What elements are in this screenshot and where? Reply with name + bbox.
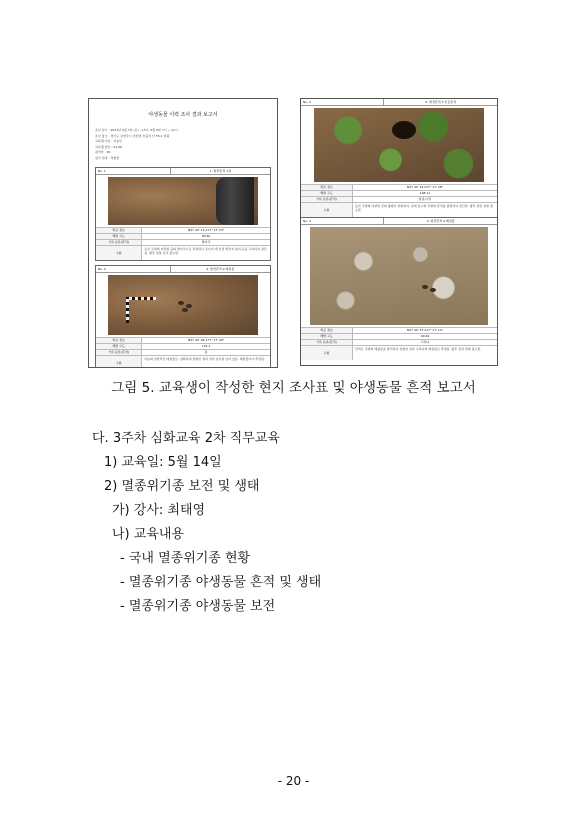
row-key: 좌표 정보 xyxy=(301,328,353,333)
list-item: 나) 교육내용 xyxy=(112,527,184,542)
sheet-number: No. 3 xyxy=(301,99,384,105)
sheet-row xyxy=(301,190,497,196)
row-key: 좌표 정보 xyxy=(301,185,353,190)
row-key: 좌표 정보 xyxy=(96,228,142,233)
sheet-row xyxy=(301,196,497,202)
sheet-remark xyxy=(301,202,497,217)
trace-sheet-1 xyxy=(95,167,271,261)
row-value: 108.11 xyxy=(419,191,431,195)
list-item: 2) 멸종위기종 보전 및 생태 xyxy=(104,479,260,494)
meta-line: 조사 일시 : 2023년 5월 7일 (토) - 13시, 5월 8일 7시 ~ 11시 xyxy=(95,128,178,132)
row-key: 기록 분류(흔적) xyxy=(96,350,142,355)
bullet-item: - 국내 멸종위기종 현황 xyxy=(120,551,251,566)
sheet-row xyxy=(96,349,270,355)
row-key: 기록 분류(흔적) xyxy=(301,197,353,202)
sheet-row xyxy=(96,343,270,349)
figure-caption: 그림 5. 교육생이 작성한 현지 조사표 및 야생동물 흔적 보고서 xyxy=(111,380,476,396)
remark-text: 등산 주변의 다양한 굴의 형태가 관찰되어, 굴의 입구와 주변의 흔적을 종합하여 판단함. 향후 정밀 관찰 필요함. xyxy=(354,204,493,212)
dropping xyxy=(186,304,192,308)
sheet-header xyxy=(301,99,497,106)
report-meta xyxy=(95,128,271,161)
sheet-caption: 2. 발견흔적 2 배설물 xyxy=(206,267,235,271)
sheet-row xyxy=(301,339,497,345)
droppings-photo xyxy=(108,275,258,335)
sheet-row xyxy=(96,239,270,245)
row-value: N37 40' 12.217" 17' 23" xyxy=(188,228,225,232)
left-report-image xyxy=(88,98,278,368)
sheet-row xyxy=(301,184,497,190)
sheet-remark xyxy=(301,345,497,360)
footprint-photo xyxy=(108,177,258,225)
meta-line: 교육생 이름 : 이승민 xyxy=(95,139,123,143)
row-value: 똥 xyxy=(204,350,208,354)
report-title: 야생동물 이력 조사 결과 보고서 xyxy=(148,112,218,118)
dropping xyxy=(430,288,436,292)
meta-line: 교육생 번호 : 01-08 xyxy=(95,144,123,149)
remark-key: 고찰 xyxy=(301,203,353,217)
row-value: 발자국 xyxy=(201,240,211,244)
row-key: 해발 고도 xyxy=(301,191,353,196)
row-key: 기록 분류(흔적) xyxy=(96,240,142,245)
row-key: 좌표 정보 xyxy=(96,338,142,343)
scale-bar xyxy=(126,297,129,323)
sheet-header xyxy=(96,168,270,175)
row-value: N37 40' 27.217" 17' 14" xyxy=(406,328,444,332)
row-key: 해발 고도 xyxy=(96,234,142,239)
list-item: 1) 교육일: 5월 14일 xyxy=(104,455,222,470)
meta-line: 평가자 : 00 xyxy=(95,150,111,154)
row-value: 고라니 xyxy=(420,340,430,344)
row-value: 99.69 xyxy=(420,334,430,338)
row-value: 101.1 xyxy=(201,344,211,348)
meta-line: 조사 장소 : 경기도 남양주시 조안면 진중리 산 55-1 일원 xyxy=(95,133,170,138)
sheet-number: No. 2 xyxy=(96,266,171,272)
ground-droppings-photo xyxy=(310,227,488,325)
trace-sheet-3 xyxy=(301,99,497,218)
row-value: 땅굴/구멍 xyxy=(418,197,432,201)
sheet-number: No. 4 xyxy=(301,218,384,224)
sheet-caption: 3. 발견흔적 3 인공흔적 xyxy=(425,100,457,104)
remark-text: 하늘의 일반적인 배설물로, 정확하게 관찰한 결과 일부 섬유질 남아 있음. 배설물이다 추정됨. xyxy=(144,357,265,361)
dropping xyxy=(422,285,428,289)
glove-hand xyxy=(216,177,254,225)
bullet-item: - 멸종위기종 야생동물 보전 xyxy=(120,599,276,614)
remark-key: 고찰 xyxy=(301,346,353,360)
burrow-hole xyxy=(392,121,416,139)
remark-text: 산책로 주변의 배설물을 발견하여 관찰한 결과 고라니의 배설물로 추정됨. 향후 정밀 관찰 필요함. xyxy=(354,347,482,351)
trace-sheet-2 xyxy=(95,265,271,368)
sheet-header xyxy=(301,218,497,225)
sheet-row xyxy=(301,333,497,339)
bullet-item: - 멸종위기종 야생동물 흔적 및 생태 xyxy=(120,575,322,590)
row-value: N37 40' 28.177" 17' 26" xyxy=(188,338,225,342)
meta-line: 평가 결과 : 적합함 xyxy=(95,155,120,160)
sheet-row xyxy=(96,227,270,233)
remark-key: 고찰 xyxy=(96,246,142,260)
page-number: - 20 - xyxy=(277,774,310,788)
row-value: N37 40' 14.217" 17' 28" xyxy=(406,185,444,189)
dropping xyxy=(178,301,184,305)
sheet-caption: 4. 발견흔적 4 배설물 xyxy=(426,219,455,223)
sheet-remark xyxy=(96,245,270,260)
dropping xyxy=(182,308,188,312)
sheet-header xyxy=(96,266,270,273)
remark-key: 고찰 xyxy=(96,356,142,368)
section-heading: 다. 3주차 심화교육 2차 직무교육 xyxy=(92,431,280,446)
row-key: 기록 분류(흔적) xyxy=(301,340,353,345)
burrow-photo xyxy=(314,108,484,182)
row-value: 89.8L xyxy=(201,234,211,238)
list-item: 가) 강사: 최태영 xyxy=(112,503,206,518)
sheet-row xyxy=(96,337,270,343)
sheet-number: No. 1 xyxy=(96,168,171,174)
sheet-row xyxy=(96,233,270,239)
scale-bar xyxy=(126,297,156,300)
remark-text: 등산 주변의 다람쥐 등의 발자국으로 추정되나 조사지 내 인접 발견지 위치 등을 고려하여 판단됨. 향후 정밀 조사 필요함. xyxy=(144,247,267,255)
sheet-remark xyxy=(96,355,270,368)
sheet-caption: 1. 발견흔적 1점 xyxy=(209,169,231,173)
trace-sheet-4 xyxy=(301,218,497,360)
right-report-image xyxy=(300,98,498,366)
sheet-row xyxy=(301,327,497,333)
row-key: 해발 고도 xyxy=(96,344,142,349)
row-key: 해발 고도 xyxy=(301,334,353,339)
